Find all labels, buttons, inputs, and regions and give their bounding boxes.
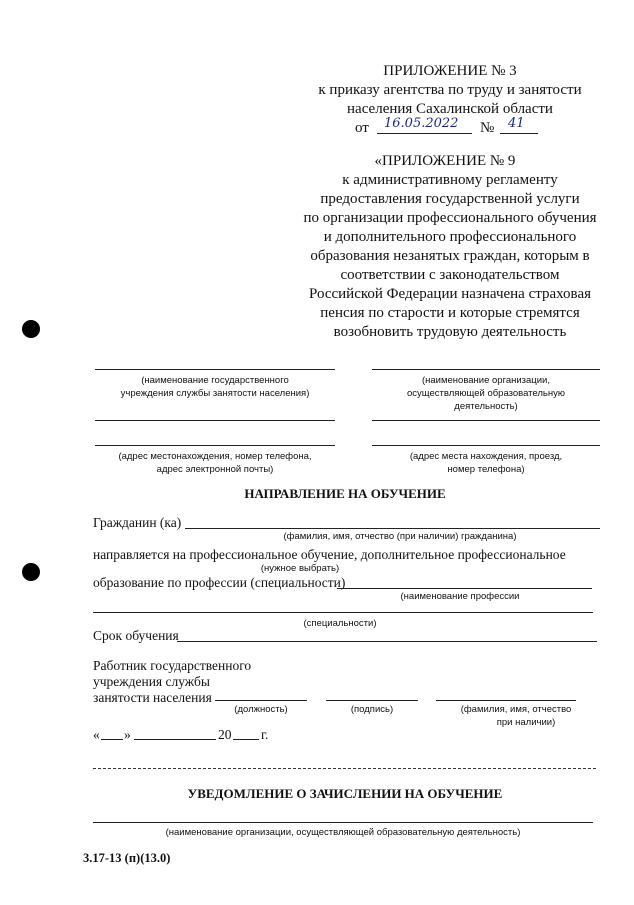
fio-line — [436, 700, 576, 701]
right-name-line-2 — [372, 420, 600, 421]
right-name-hint: осуществляющей образовательную — [406, 388, 566, 399]
enrollment-org-hint: (наименование организации, осуществляющей образовательную деятельность) — [165, 827, 521, 838]
handwritten-date: 16.05.2022 — [384, 116, 459, 131]
right-address-hint: (адрес места нахождения, проезд, — [409, 451, 563, 462]
worker-label-line-2: учреждения службы — [93, 674, 210, 689]
year-suffix: г. — [261, 727, 269, 742]
right-name-hint: деятельность) — [454, 401, 518, 412]
profession-hint: (наименование профессии — [400, 591, 520, 602]
date-close-quote: » — [124, 727, 131, 742]
education-label: образование по профессии (специальности) — [93, 575, 346, 590]
date-open-quote: « — [93, 727, 100, 742]
left-address-hint: (адрес местонахождения, номер телефона, — [118, 451, 312, 462]
appendix-9-line: и дополнительного профессионального — [323, 229, 577, 245]
handwritten-number: 41 — [508, 116, 525, 131]
term-line — [177, 641, 597, 642]
term-label: Срок обучения — [93, 628, 179, 643]
right-name-line — [372, 369, 600, 370]
appendix-9-line: образования незанятых граждан, которым в — [310, 248, 590, 264]
appendix-3-line-1: к приказу агентства по труду и занятости — [318, 82, 582, 98]
worker-label-line-3: занятости населения — [93, 690, 212, 705]
appendix-9-line: по организации профессионального обучения — [303, 210, 597, 226]
appendix-9-title: «ПРИЛОЖЕНИЕ № 9 — [374, 153, 516, 169]
date-year-line — [233, 739, 259, 740]
date-month-line — [134, 739, 216, 740]
year-prefix: 20 — [218, 727, 232, 742]
position-hint: (должность) — [234, 704, 288, 715]
punch-hole-bottom — [22, 563, 40, 581]
left-name-hint: учреждения службы занятости населения) — [120, 388, 310, 399]
specialty-hint: (специальности) — [303, 618, 377, 629]
cut-line — [93, 768, 596, 769]
appendix-3-line-2: населения Сахалинской области — [347, 101, 553, 117]
appendix-9-line: соответствии с законодательством — [340, 267, 560, 283]
number-underline — [500, 133, 538, 134]
choose-hint: (нужное выбрать) — [260, 563, 340, 574]
signature-hint: (подпись) — [350, 704, 394, 715]
specialty-line — [93, 612, 593, 613]
appendix-9-line: предоставления государственной услуги — [320, 191, 580, 207]
signature-line — [326, 700, 418, 701]
date-day-line — [101, 739, 123, 740]
left-name-line — [95, 369, 335, 370]
appendix-3-number-label: № — [480, 120, 495, 136]
date-underline — [377, 133, 472, 134]
worker-label-line-1: Работник государственного — [93, 658, 252, 673]
right-address-hint: номер телефона) — [447, 464, 525, 475]
citizen-label: Гражданин (ка) — [93, 515, 182, 530]
punch-hole-top — [22, 320, 40, 338]
directed-text: направляется на профессиональное обучение, дополнительное профессиональное — [93, 547, 566, 562]
citizen-line — [185, 528, 600, 529]
direction-title: НАПРАВЛЕНИЕ НА ОБУЧЕНИЕ — [244, 486, 446, 501]
right-name-hint: (наименование организации, — [421, 375, 551, 386]
fio-hint: при наличии) — [496, 717, 556, 728]
form-code: 3.17-13 (п)(13.0) — [83, 851, 171, 865]
left-name-hint: (наименование государственного — [141, 375, 289, 386]
position-line — [215, 700, 307, 701]
appendix-9-line: Российской Федерации назначена страховая — [308, 286, 592, 302]
appendix-9-line: к административному регламенту — [342, 172, 558, 188]
citizen-hint: (фамилия, имя, отчество (при наличии) гражданина) — [283, 531, 517, 542]
appendix-9-line: пенсия по старости и которые стремятся — [320, 305, 580, 321]
profession-line — [337, 588, 592, 589]
fio-hint: (фамилия, имя, отчество — [460, 704, 572, 715]
appendix-3-title: ПРИЛОЖЕНИЕ № 3 — [383, 63, 517, 79]
left-address-line — [95, 445, 335, 446]
enrollment-org-line — [93, 822, 593, 823]
appendix-9-line: возобновить трудовую деятельность — [333, 324, 567, 340]
appendix-3-from-label: от — [355, 120, 369, 136]
enrollment-title: УВЕДОМЛЕНИЕ О ЗАЧИСЛЕНИИ НА ОБУЧЕНИЕ — [187, 786, 503, 801]
right-address-line — [372, 445, 600, 446]
left-name-line-2 — [95, 420, 335, 421]
left-address-hint: адрес электронной почты) — [156, 464, 274, 475]
